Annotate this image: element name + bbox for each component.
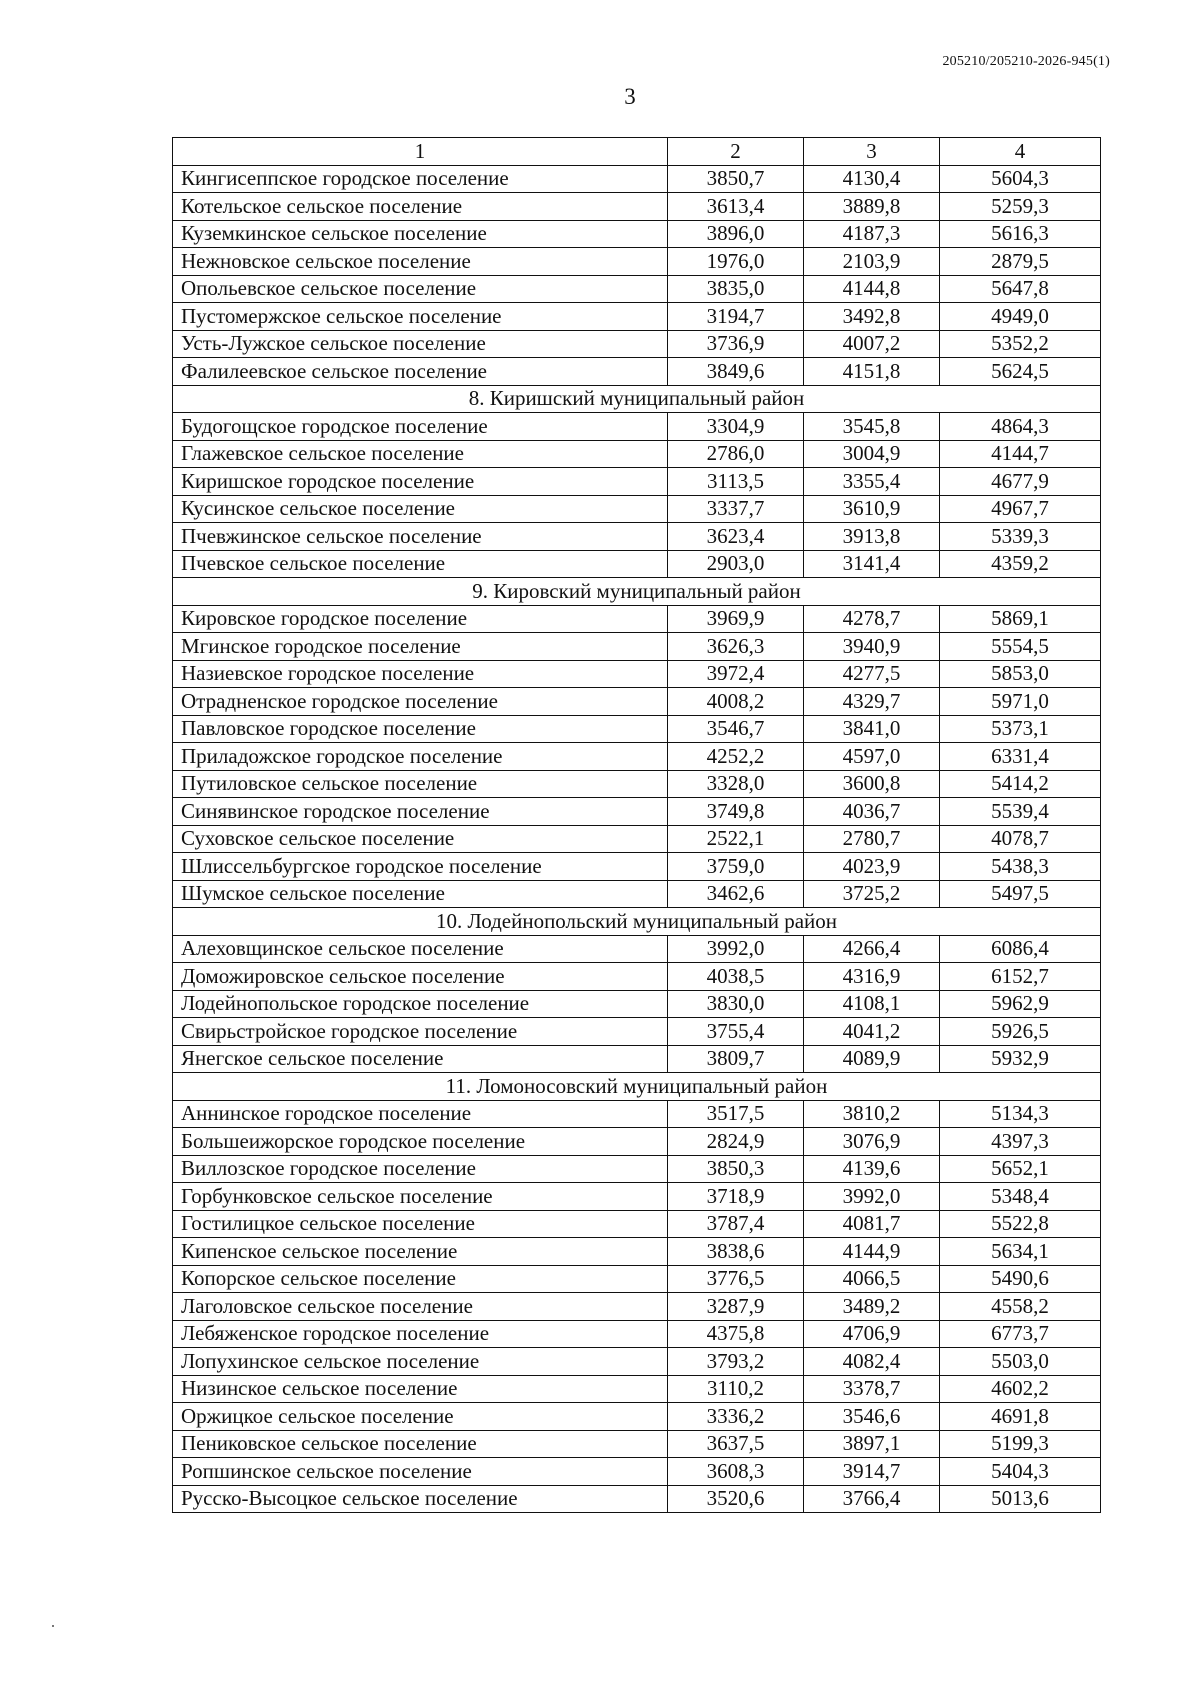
- value-col-3: 4329,7: [804, 688, 940, 716]
- value-col-3: 4266,4: [804, 935, 940, 963]
- value-col-4: 5348,4: [940, 1183, 1101, 1211]
- value-col-3: 2103,9: [804, 248, 940, 276]
- table-row: [173, 303, 1101, 331]
- table-row: [173, 1320, 1101, 1348]
- value-col-2: 3517,5: [668, 1100, 804, 1128]
- value-col-4: 5134,3: [940, 1100, 1101, 1128]
- value-col-4: 5522,8: [940, 1210, 1101, 1238]
- table-row: [173, 660, 1101, 688]
- value-col-4: 5634,1: [940, 1238, 1101, 1266]
- value-col-3: 4277,5: [804, 660, 940, 688]
- value-col-4: 4677,9: [940, 468, 1101, 496]
- value-col-4: 5373,1: [940, 715, 1101, 743]
- value-col-4: 5503,0: [940, 1348, 1101, 1376]
- value-col-2: 3793,2: [668, 1348, 804, 1376]
- settlement-name: Доможировское сельское поселение: [173, 963, 668, 991]
- settlement-name: Фалилеевское сельское поселение: [173, 358, 668, 386]
- district-header-row: [173, 385, 1101, 413]
- value-col-4: 6086,4: [940, 935, 1101, 963]
- column-header: 2: [668, 138, 804, 166]
- table-row: [173, 1348, 1101, 1376]
- value-col-3: 4144,9: [804, 1238, 940, 1266]
- table-row: [173, 1045, 1101, 1073]
- value-col-4: 6331,4: [940, 743, 1101, 771]
- value-col-2: 3546,7: [668, 715, 804, 743]
- value-col-3: 4082,4: [804, 1348, 940, 1376]
- table-row: [173, 550, 1101, 578]
- value-col-2: 3969,9: [668, 605, 804, 633]
- settlement-name: Кингисеппское городское поселение: [173, 165, 668, 193]
- value-col-4: 5971,0: [940, 688, 1101, 716]
- table-row: [173, 605, 1101, 633]
- table-row: [173, 523, 1101, 551]
- settlement-name: Лодейнопольское городское поселение: [173, 990, 668, 1018]
- table-row: [173, 193, 1101, 221]
- table-row: [173, 1293, 1101, 1321]
- value-col-3: 3940,9: [804, 633, 940, 661]
- value-col-3: 3545,8: [804, 413, 940, 441]
- value-col-2: 3328,0: [668, 770, 804, 798]
- value-col-2: 3520,6: [668, 1485, 804, 1513]
- value-col-4: 5013,6: [940, 1485, 1101, 1513]
- settlement-name: Кусинское сельское поселение: [173, 495, 668, 523]
- value-col-2: 3749,8: [668, 798, 804, 826]
- value-col-3: 4187,3: [804, 220, 940, 248]
- value-col-3: 3914,7: [804, 1458, 940, 1486]
- value-col-4: 5962,9: [940, 990, 1101, 1018]
- settlement-name: Пчевжинское сельское поселение: [173, 523, 668, 551]
- value-col-3: 4151,8: [804, 358, 940, 386]
- value-col-3: 3610,9: [804, 495, 940, 523]
- value-col-4: 5199,3: [940, 1430, 1101, 1458]
- value-col-2: 2786,0: [668, 440, 804, 468]
- value-col-3: 4081,7: [804, 1210, 940, 1238]
- value-col-4: 5926,5: [940, 1018, 1101, 1046]
- value-col-2: 3194,7: [668, 303, 804, 331]
- value-col-3: 3600,8: [804, 770, 940, 798]
- settlement-name: Синявинское городское поселение: [173, 798, 668, 826]
- table-row: [173, 990, 1101, 1018]
- table-row: [173, 1430, 1101, 1458]
- settlement-name: Лебяженское городское поселение: [173, 1320, 668, 1348]
- value-col-3: 3378,7: [804, 1375, 940, 1403]
- value-col-4: 4397,3: [940, 1128, 1101, 1156]
- table-row: [173, 275, 1101, 303]
- settlement-name: Аннинское городское поселение: [173, 1100, 668, 1128]
- value-col-4: 4359,2: [940, 550, 1101, 578]
- district-title: 10. Лодейнопольский муниципальный район: [173, 908, 1101, 936]
- district-header-row: [173, 1073, 1101, 1101]
- value-col-4: 5554,5: [940, 633, 1101, 661]
- column-header: 1: [173, 138, 668, 166]
- value-col-2: 2903,0: [668, 550, 804, 578]
- settlement-name: Суховское сельское поселение: [173, 825, 668, 853]
- value-col-2: 3613,4: [668, 193, 804, 221]
- value-col-4: 4949,0: [940, 303, 1101, 331]
- value-col-2: 3838,6: [668, 1238, 804, 1266]
- table-row: [173, 358, 1101, 386]
- settlement-name: Виллозское городское поселение: [173, 1155, 668, 1183]
- settlement-name: Русско-Высоцкое сельское поселение: [173, 1485, 668, 1513]
- value-col-2: 3304,9: [668, 413, 804, 441]
- value-col-3: 3546,6: [804, 1403, 940, 1431]
- value-col-2: 2824,9: [668, 1128, 804, 1156]
- value-col-4: 4602,2: [940, 1375, 1101, 1403]
- table-body: [173, 138, 1101, 1513]
- column-header: 3: [804, 138, 940, 166]
- value-col-4: 5853,0: [940, 660, 1101, 688]
- settlement-name: Шумское сельское поселение: [173, 880, 668, 908]
- table-row: [173, 798, 1101, 826]
- district-header-row: [173, 908, 1101, 936]
- value-col-4: 6773,7: [940, 1320, 1101, 1348]
- table-header-row: [173, 138, 1101, 166]
- value-col-3: 4007,2: [804, 330, 940, 358]
- value-col-3: 4108,1: [804, 990, 940, 1018]
- settlement-name: Шлиссельбургское городское поселение: [173, 853, 668, 881]
- value-col-2: 3113,5: [668, 468, 804, 496]
- value-col-2: 3759,0: [668, 853, 804, 881]
- table-row: [173, 1155, 1101, 1183]
- value-col-3: 4278,7: [804, 605, 940, 633]
- settlement-name: Отрадненское городское поселение: [173, 688, 668, 716]
- table-row: [173, 220, 1101, 248]
- value-col-2: 2522,1: [668, 825, 804, 853]
- table-row: [173, 633, 1101, 661]
- value-col-2: 3972,4: [668, 660, 804, 688]
- value-col-2: 3637,5: [668, 1430, 804, 1458]
- value-col-4: 5259,3: [940, 193, 1101, 221]
- settlement-name: Горбунковское сельское поселение: [173, 1183, 668, 1211]
- table-row: [173, 770, 1101, 798]
- settlement-name: Приладожское городское поселение: [173, 743, 668, 771]
- settlement-name: Будогощское городское поселение: [173, 413, 668, 441]
- value-col-4: 4078,7: [940, 825, 1101, 853]
- settlement-name: Оржицкое сельское поселение: [173, 1403, 668, 1431]
- value-col-2: 3736,9: [668, 330, 804, 358]
- value-col-4: 5438,3: [940, 853, 1101, 881]
- value-col-3: 4036,7: [804, 798, 940, 826]
- table-row: [173, 1458, 1101, 1486]
- table-row: [173, 413, 1101, 441]
- settlement-name: Алеховщинское сельское поселение: [173, 935, 668, 963]
- value-col-2: 3830,0: [668, 990, 804, 1018]
- settlement-name: Куземкинское сельское поселение: [173, 220, 668, 248]
- table-row: [173, 440, 1101, 468]
- district-title: 9. Кировский муниципальный район: [173, 578, 1101, 606]
- value-col-4: 4691,8: [940, 1403, 1101, 1431]
- table-row: [173, 853, 1101, 881]
- table-row: [173, 688, 1101, 716]
- value-col-2: 3850,7: [668, 165, 804, 193]
- value-col-2: 3896,0: [668, 220, 804, 248]
- scan-speck: [52, 1625, 54, 1627]
- settlement-name: Кировское городское поселение: [173, 605, 668, 633]
- table-row: [173, 1485, 1101, 1513]
- value-col-2: 3718,9: [668, 1183, 804, 1211]
- column-header: 4: [940, 138, 1101, 166]
- value-col-2: 4038,5: [668, 963, 804, 991]
- value-col-3: 4023,9: [804, 853, 940, 881]
- table-row: [173, 165, 1101, 193]
- value-col-2: 3626,3: [668, 633, 804, 661]
- value-col-3: 4066,5: [804, 1265, 940, 1293]
- table-row: [173, 1403, 1101, 1431]
- settlement-name: Пениковское сельское поселение: [173, 1430, 668, 1458]
- table-row: [173, 468, 1101, 496]
- settlement-name: Глажевское сельское поселение: [173, 440, 668, 468]
- value-col-2: 3755,4: [668, 1018, 804, 1046]
- value-col-3: 3355,4: [804, 468, 940, 496]
- value-col-2: 3608,3: [668, 1458, 804, 1486]
- value-col-2: 4252,2: [668, 743, 804, 771]
- value-col-3: 2780,7: [804, 825, 940, 853]
- settlement-name: Гостилицкое сельское поселение: [173, 1210, 668, 1238]
- value-col-4: 2879,5: [940, 248, 1101, 276]
- value-col-3: 3992,0: [804, 1183, 940, 1211]
- table-row: [173, 1238, 1101, 1266]
- value-col-4: 5490,6: [940, 1265, 1101, 1293]
- value-col-3: 4130,4: [804, 165, 940, 193]
- value-col-2: 3336,2: [668, 1403, 804, 1431]
- table-row: [173, 1018, 1101, 1046]
- document-id: 205210/205210-2026-945(1): [942, 54, 1110, 69]
- value-col-3: 3492,8: [804, 303, 940, 331]
- value-col-4: 5624,5: [940, 358, 1101, 386]
- value-col-3: 4144,8: [804, 275, 940, 303]
- settlement-name: Назиевское городское поселение: [173, 660, 668, 688]
- value-col-3: 4041,2: [804, 1018, 940, 1046]
- table-row: [173, 1100, 1101, 1128]
- settlement-name: Кипенское сельское поселение: [173, 1238, 668, 1266]
- value-col-2: 3462,6: [668, 880, 804, 908]
- table-row: [173, 935, 1101, 963]
- value-col-2: 3809,7: [668, 1045, 804, 1073]
- value-col-3: 3489,2: [804, 1293, 940, 1321]
- value-col-3: 4316,9: [804, 963, 940, 991]
- value-col-2: 3776,5: [668, 1265, 804, 1293]
- page-number: 3: [624, 84, 636, 109]
- value-col-3: 4706,9: [804, 1320, 940, 1348]
- value-col-2: 1976,0: [668, 248, 804, 276]
- value-col-2: 3992,0: [668, 935, 804, 963]
- value-col-3: 3810,2: [804, 1100, 940, 1128]
- settlement-name: Котельское сельское поселение: [173, 193, 668, 221]
- value-col-4: 4967,7: [940, 495, 1101, 523]
- settlement-name: Большеижорское городское поселение: [173, 1128, 668, 1156]
- table-row: [173, 963, 1101, 991]
- value-col-4: 5647,8: [940, 275, 1101, 303]
- value-col-4: 5539,4: [940, 798, 1101, 826]
- table-row: [173, 1183, 1101, 1211]
- value-col-4: 5339,3: [940, 523, 1101, 551]
- district-title: 11. Ломоносовский муниципальный район: [173, 1073, 1101, 1101]
- settlement-name: Путиловское сельское поселение: [173, 770, 668, 798]
- value-col-4: 6152,7: [940, 963, 1101, 991]
- table-row: [173, 495, 1101, 523]
- value-col-2: 3337,7: [668, 495, 804, 523]
- value-col-4: 5869,1: [940, 605, 1101, 633]
- value-col-4: 5414,2: [940, 770, 1101, 798]
- value-col-2: 3850,3: [668, 1155, 804, 1183]
- value-col-3: 4597,0: [804, 743, 940, 771]
- value-col-2: 3835,0: [668, 275, 804, 303]
- value-col-4: 5932,9: [940, 1045, 1101, 1073]
- value-col-2: 3849,6: [668, 358, 804, 386]
- value-col-4: 5604,3: [940, 165, 1101, 193]
- settlement-name: Опольевское сельское поселение: [173, 275, 668, 303]
- settlement-name: Павловское городское поселение: [173, 715, 668, 743]
- value-col-4: 5352,2: [940, 330, 1101, 358]
- settlement-name: Лаголовское сельское поселение: [173, 1293, 668, 1321]
- table-row: [173, 715, 1101, 743]
- value-col-4: 4558,2: [940, 1293, 1101, 1321]
- settlement-name: Копорское сельское поселение: [173, 1265, 668, 1293]
- table-row: [173, 1375, 1101, 1403]
- value-col-3: 3004,9: [804, 440, 940, 468]
- value-col-2: 4375,8: [668, 1320, 804, 1348]
- value-col-2: 3623,4: [668, 523, 804, 551]
- district-header-row: [173, 578, 1101, 606]
- value-col-2: 3787,4: [668, 1210, 804, 1238]
- value-col-3: 4139,6: [804, 1155, 940, 1183]
- value-col-3: 4089,9: [804, 1045, 940, 1073]
- value-col-3: 3897,1: [804, 1430, 940, 1458]
- value-col-4: 5616,3: [940, 220, 1101, 248]
- value-col-3: 3725,2: [804, 880, 940, 908]
- settlement-name: Янегское сельское поселение: [173, 1045, 668, 1073]
- settlement-name: Пчевское сельское поселение: [173, 550, 668, 578]
- settlement-name: Нежновское сельское поселение: [173, 248, 668, 276]
- table-row: [173, 1265, 1101, 1293]
- table-row: [173, 880, 1101, 908]
- settlement-name: Мгинское городское поселение: [173, 633, 668, 661]
- settlement-name: Пустомержское сельское поселение: [173, 303, 668, 331]
- value-col-3: 3841,0: [804, 715, 940, 743]
- table-row: [173, 743, 1101, 771]
- value-col-3: 3766,4: [804, 1485, 940, 1513]
- table-row: [173, 1128, 1101, 1156]
- value-col-3: 3913,8: [804, 523, 940, 551]
- settlement-name: Лопухинское сельское поселение: [173, 1348, 668, 1376]
- settlement-name: Низинское сельское поселение: [173, 1375, 668, 1403]
- value-col-4: 4144,7: [940, 440, 1101, 468]
- settlement-name: Ропшинское сельское поселение: [173, 1458, 668, 1486]
- value-col-2: 3110,2: [668, 1375, 804, 1403]
- settlement-name: Свирьстройское городское поселение: [173, 1018, 668, 1046]
- value-col-4: 4864,3: [940, 413, 1101, 441]
- table-row: [173, 1210, 1101, 1238]
- value-col-3: 3076,9: [804, 1128, 940, 1156]
- district-title: 8. Киришский муниципальный район: [173, 385, 1101, 413]
- table-row: [173, 330, 1101, 358]
- value-col-4: 5497,5: [940, 880, 1101, 908]
- value-col-2: 3287,9: [668, 1293, 804, 1321]
- value-col-4: 5652,1: [940, 1155, 1101, 1183]
- table-row: [173, 248, 1101, 276]
- settlement-name: Киришское городское поселение: [173, 468, 668, 496]
- table-row: [173, 825, 1101, 853]
- settlements-table: [172, 137, 1101, 1513]
- value-col-3: 3889,8: [804, 193, 940, 221]
- value-col-2: 4008,2: [668, 688, 804, 716]
- value-col-4: 5404,3: [940, 1458, 1101, 1486]
- value-col-3: 3141,4: [804, 550, 940, 578]
- settlement-name: Усть-Лужское сельское поселение: [173, 330, 668, 358]
